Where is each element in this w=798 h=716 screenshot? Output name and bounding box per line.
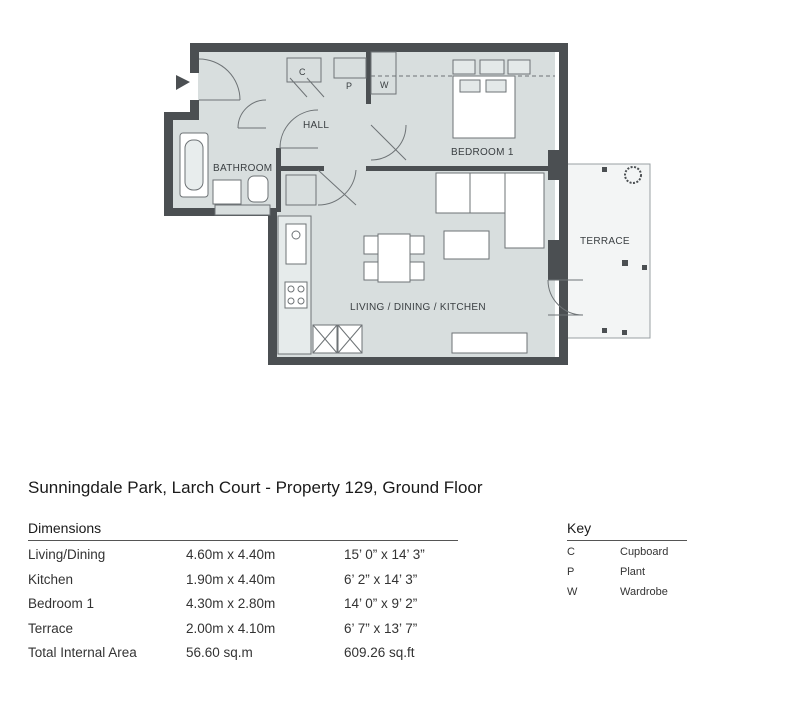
key-code: P: [567, 566, 575, 578]
room-label-bedroom: BEDROOM 1: [451, 147, 514, 158]
dimension-row: [28, 566, 458, 591]
dimension-row: [28, 639, 458, 664]
key-heading: Key: [567, 520, 687, 541]
wardrobe-mark: W: [380, 80, 389, 90]
dimension-metric: 4.60m x 4.40m: [186, 547, 276, 562]
dimension-row: [28, 615, 458, 640]
dimension-metric: 1.90m x 4.40m: [186, 571, 276, 587]
dimension-room: Terrace: [28, 620, 74, 636]
key-row: [567, 581, 687, 601]
dimension-room: Kitchen: [28, 571, 74, 587]
dimension-room: Bedroom 1: [28, 596, 95, 611]
dimension-imperial: 6’ 7” x 13’ 7”: [344, 620, 418, 636]
key-row: [567, 541, 687, 561]
key-meaning: Wardrobe: [620, 586, 668, 598]
dimension-row: [28, 541, 458, 566]
dimension-imperial: 15’ 0” x 14’ 3”: [344, 547, 425, 562]
dimension-imperial: 6’ 2” x 14’ 3”: [344, 571, 418, 587]
key-row: [567, 561, 687, 581]
key-code: W: [567, 586, 578, 598]
dimension-metric: 2.00m x 4.10m: [186, 620, 276, 636]
key-code: C: [567, 546, 575, 558]
dimension-metric: 4.30m x 2.80m: [186, 596, 276, 611]
plant-mark: P: [346, 81, 353, 91]
dimensions-heading: Dimensions: [28, 520, 458, 541]
key-meaning: Plant: [620, 566, 646, 578]
key-meaning: Cupboard: [620, 546, 669, 558]
dimension-imperial: 14’ 0” x 9’ 2”: [344, 596, 418, 611]
dimension-row: [28, 590, 458, 615]
room-label-living: LIVING / DINING / KITCHEN: [350, 302, 486, 313]
dimensions-table: [28, 520, 458, 664]
property-title: Sunningdale Park, Larch Court - Property 129, Ground Floor: [28, 478, 483, 497]
room-label-bathroom: BATHROOM: [213, 163, 273, 174]
terrace-floor: [566, 164, 650, 338]
key-legend: [567, 520, 687, 601]
room-label-terrace: TERRACE: [580, 236, 630, 247]
cupboard-mark: C: [299, 67, 306, 77]
dimension-metric: 56.60 sq.m: [186, 645, 253, 660]
entrance-arrow-icon: [176, 75, 190, 90]
dimension-imperial: 609.26 sq.ft: [344, 645, 415, 660]
dimension-room: Total Internal Area: [28, 645, 137, 660]
dimension-room: Living/Dining: [28, 547, 106, 562]
room-label-hall: HALL: [303, 120, 330, 131]
